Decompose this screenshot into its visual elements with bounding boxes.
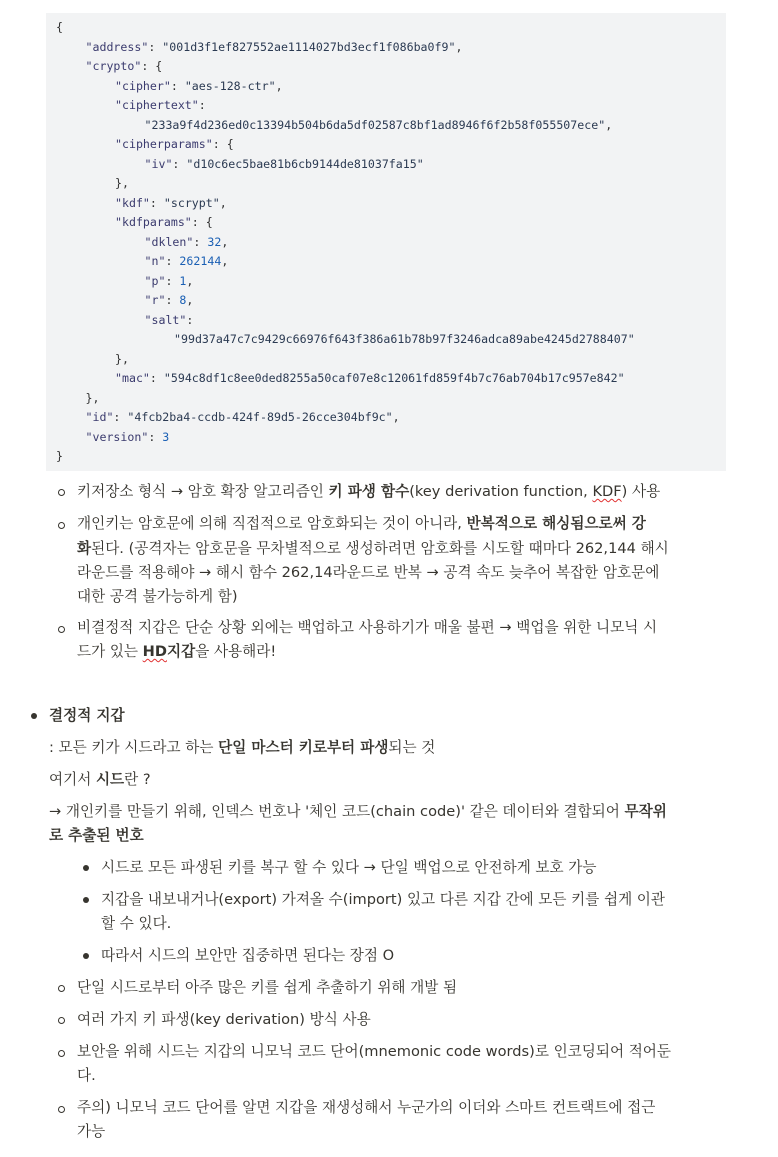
circle-bullet-icon <box>58 626 65 633</box>
code-token: { <box>56 20 63 34</box>
text: (key derivation function, <box>409 483 593 500</box>
code-line <box>115 350 129 370</box>
code-token: 1 <box>179 273 187 288</box>
code-line <box>56 18 63 38</box>
code-token: 262144 <box>179 254 222 268</box>
code-line <box>174 330 635 350</box>
code-token: : <box>148 39 163 54</box>
text: ) 사용 <box>621 483 661 500</box>
bold-text: 시드 <box>95 771 125 788</box>
code-token: : <box>113 410 128 424</box>
list-item-line <box>77 537 727 561</box>
circle-bullet-icon <box>58 1050 65 1057</box>
list-item: 따라서 시드의 보안만 집중하면 된다는 장점 O <box>101 947 395 964</box>
paragraph <box>49 736 699 760</box>
code-line <box>86 57 163 77</box>
circle-bullet-icon <box>58 985 65 992</box>
list-item-line: 할 수 있다. <box>101 915 172 932</box>
code-token: : <box>198 98 206 112</box>
code-token: "ciphertext" <box>115 98 199 112</box>
code-token: : <box>165 273 180 288</box>
paragraph <box>49 768 699 792</box>
code-token: : { <box>191 215 213 229</box>
list-item-line: 가능 <box>77 1123 106 1140</box>
code-line <box>115 194 227 214</box>
code-token: "n" <box>144 254 166 268</box>
code-line <box>115 135 234 155</box>
text: 키저장소 형식 → 암호 확장 알고리즘인 <box>77 483 329 500</box>
section-heading <box>49 704 699 728</box>
list-item-line: 다. <box>77 1067 96 1084</box>
code-token: "001d3f1ef827552ae1114027bd3ecf1f086ba0f9" <box>162 39 456 54</box>
text: 여기서 <box>49 771 96 788</box>
bold-text: 지갑 <box>167 643 196 660</box>
heading-text: 결정적 지갑 <box>49 707 125 724</box>
code-token: "kdf" <box>115 195 150 210</box>
list-item: 단일 시드로부터 아주 많은 키를 쉽게 추출하기 위해 개발 됨 <box>77 979 458 996</box>
code-line <box>115 174 129 194</box>
text: 되는 것 <box>388 739 436 756</box>
code-line <box>145 291 194 311</box>
code-token: "4fcb2ba4-ccdb-424f-89d5-26cce304bf9c" <box>127 410 393 424</box>
code-token: "594c8df1c8ee0ded8255a50caf07e8c12061fd859f4b7c76ab704b17c957e842" <box>163 371 625 385</box>
code-line <box>145 311 194 331</box>
code-token: "99d37a47c7c9429c66976f643f386a61b78b97f3246adca89abe4245d2788407" <box>174 332 635 346</box>
code-token: "dklen" <box>144 234 194 249</box>
code-block <box>46 13 726 471</box>
code-token: "aes-128-ctr" <box>184 78 276 93</box>
list-item <box>77 512 727 536</box>
code-token: : <box>172 156 187 171</box>
code-line <box>86 428 170 448</box>
bullet-icon <box>83 897 89 903</box>
code-token: , <box>221 254 229 268</box>
code-token: : { <box>212 137 234 151</box>
code-token: "mac" <box>115 371 150 385</box>
code-token: "crypto" <box>85 59 142 73</box>
list-item: 지갑을 내보내거나(export) 가져올 수(import) 있고 다른 지갑 간에 모든 키를 쉽게 이관 <box>101 891 665 908</box>
code-token: "version" <box>85 429 149 444</box>
code-line <box>86 408 400 428</box>
code-token: : <box>149 195 164 210</box>
code-token: }, <box>85 390 100 405</box>
circle-bullet-icon <box>58 489 65 496</box>
code-token: 3 <box>162 429 170 444</box>
text: 개인키는 암호문에 의해 직접적으로 암호화되는 것이 아니라, <box>77 515 467 532</box>
code-token: , <box>186 293 194 307</box>
code-token: "p" <box>144 273 166 288</box>
text: 란 ? <box>124 771 151 788</box>
code-token: "address" <box>85 39 149 54</box>
list-item: 시드로 모든 파생된 키를 복구 할 수 있다 → 단일 백업으로 안전하게 보호 가능 <box>101 859 597 876</box>
text: : 모든 키가 시드라고 하는 <box>49 739 219 756</box>
code-line <box>145 233 229 253</box>
circle-bullet-icon <box>58 1106 65 1113</box>
code-token: , <box>275 78 283 93</box>
code-token: "salt" <box>144 312 187 327</box>
code-line <box>145 116 613 136</box>
bold-text: 로 추출된 번호 <box>49 827 144 844</box>
code-token: }, <box>115 176 129 190</box>
code-token: , <box>221 234 229 249</box>
bold-text: 단일 마스터 키로부터 파생 <box>218 739 389 756</box>
code-token: : <box>193 234 208 249</box>
code-token: , <box>186 273 194 288</box>
code-line <box>115 369 625 389</box>
code-token: , <box>455 39 463 54</box>
code-line <box>86 389 100 409</box>
text: 을 사용해라! <box>195 643 277 660</box>
code-token: "r" <box>144 293 166 307</box>
code-token: "cipher" <box>115 78 171 93</box>
code-token: "id" <box>85 410 114 424</box>
code-token: : <box>165 254 180 268</box>
list-item-line <box>77 640 727 664</box>
code-token: 32 <box>207 234 222 249</box>
code-token: "d10c6ec5bae81b6cb9144de81037fa15" <box>186 156 424 171</box>
code-token: , <box>605 117 613 132</box>
code-line <box>115 213 213 233</box>
code-token: , <box>392 410 400 424</box>
code-line <box>115 96 206 116</box>
code-line <box>145 155 424 175</box>
circle-bullet-icon <box>58 522 65 529</box>
text: 된다. (공격자는 암호문을 무차별적으로 생성하려면 암호화를 시도할 때마다 262,144 해시 <box>91 540 669 557</box>
code-token: "iv" <box>144 156 173 171</box>
code-line <box>56 447 63 467</box>
bold-text: 무작위 <box>624 803 667 820</box>
bold-text: 화 <box>77 540 92 557</box>
code-token: : <box>165 293 180 307</box>
list-item-line: 대한 공격 불가능하게 함) <box>77 588 238 605</box>
paragraph <box>49 800 729 824</box>
bold-text: 키 파생 함수 <box>328 483 410 500</box>
bullet-icon <box>83 953 89 959</box>
circle-bullet-icon <box>58 1017 65 1024</box>
list-item-line: 라운드를 적용해야 → 해시 함수 262,14라운드로 반복 → 공격 속도 늦추어 복잡한 암호문에 <box>77 564 660 581</box>
bullet-icon <box>83 865 89 871</box>
code-token: : <box>170 78 185 93</box>
list-item: 비결정적 지갑은 단순 상황 외에는 백업하고 사용하기가 매울 불편 → 백업을 위한 니모닉 시 <box>77 619 658 636</box>
list-item: 보안을 위해 시드는 지갑의 니모닉 코드 단어(mnemonic code words)로 인코딩되어 적어둔 <box>77 1043 671 1060</box>
list-item: 주의) 니모닉 코드 단어를 알면 지갑을 재생성해서 누군가의 이더와 스마트 컨트랙트에 접근 <box>77 1099 656 1116</box>
code-line <box>145 252 229 272</box>
paragraph-line <box>49 824 699 848</box>
code-token: } <box>56 449 63 463</box>
code-token: "233a9f4d236ed0c13394b504b6da5df02587c8bf1ad8946f6f2b58f055507ece" <box>144 117 606 132</box>
code-token: 8 <box>179 293 187 307</box>
list-item: 여러 가지 키 파생(key derivation) 방식 사용 <box>77 1011 371 1028</box>
code-token: : { <box>141 59 163 73</box>
bold-text: 반복적으로 해싱됨으로써 강 <box>466 515 646 532</box>
code-line <box>145 272 194 292</box>
code-token: : <box>149 371 164 385</box>
code-token: , <box>219 195 227 210</box>
text: → 개인키를 만들기 위해, 인덱스 번호나 '체인 코드(chain code)' 같은 데이터와 결합되어 <box>49 803 625 820</box>
bullet-icon <box>31 713 37 719</box>
code-token: "scrypt" <box>163 195 220 210</box>
code-token: }, <box>115 351 129 366</box>
text: 드가 있는 <box>77 643 143 660</box>
bold-text: HD <box>142 643 167 660</box>
code-token: : <box>148 429 163 444</box>
list-item <box>77 480 727 504</box>
spellcheck-text: KDF <box>592 483 622 500</box>
code-line <box>115 77 283 97</box>
code-token: "cipherparams" <box>115 137 213 151</box>
code-token: "kdfparams" <box>115 215 192 229</box>
code-line <box>86 38 463 58</box>
code-token: : <box>186 312 194 327</box>
